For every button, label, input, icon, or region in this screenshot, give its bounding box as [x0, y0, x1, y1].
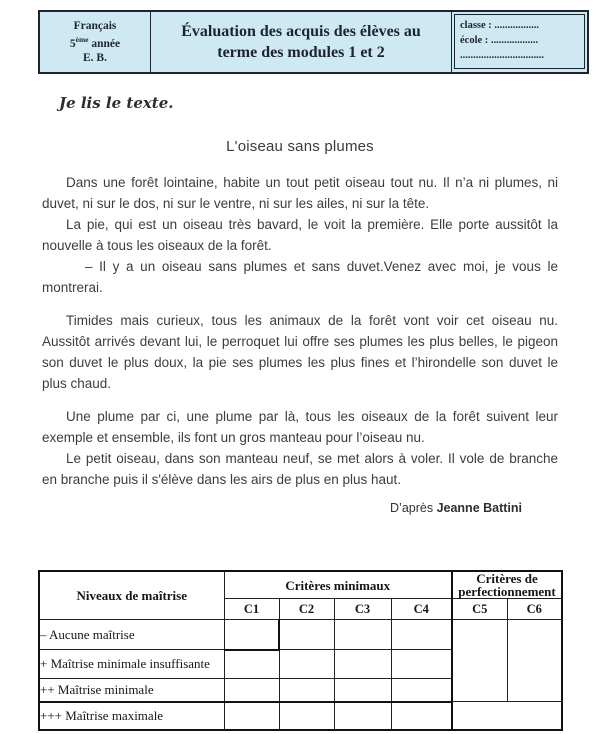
- level-row-label-insufficient: + Maîtrise minimale insuffisante: [39, 650, 224, 679]
- score-cell: [334, 650, 391, 679]
- criterion-c2-header: C2: [279, 599, 334, 620]
- paragraph-3-dialogue: – Il y a un oiseau sans plumes et sans duvet.Venez avec moi, je vous le montrerai.: [42, 259, 558, 295]
- evaluation-title-line1: Évaluation des acquis des élèves au: [181, 23, 421, 40]
- evaluation-title-line2: terme des modules 1 et 2: [217, 44, 385, 61]
- criterion-c1-header: C1: [224, 599, 279, 620]
- attribution-author: Jeanne Battini: [436, 501, 522, 515]
- score-cell: [224, 702, 279, 730]
- score-cell-c5-merged: [452, 620, 507, 702]
- evaluation-grid: [38, 570, 563, 731]
- attribution: [42, 498, 558, 519]
- paragraph-2: La pie, qui est un oiseau très bavard, le voit la première. Elle porte aussitôt la nouvelle à tous les oiseaux de la forêt.: [42, 217, 558, 253]
- score-cell: [334, 702, 391, 730]
- score-cell-c6-merged: [507, 620, 562, 702]
- criterion-c4-header: C4: [391, 599, 452, 620]
- attribution-prefix: D’après: [390, 501, 437, 515]
- levels-column-header: Niveaux de maîtrise: [39, 571, 224, 620]
- score-cell: [334, 679, 391, 702]
- score-cell: [334, 620, 391, 650]
- paragraph-6: Le petit oiseau, dans son manteau neuf, se met alors à voler. Il vole de branche en branche puis il s'élève dans les airs de plus en plus haut.: [42, 451, 558, 487]
- improvement-criteria-group-header: Critères de perfectionnement: [452, 571, 562, 599]
- header-id-cell: [452, 12, 587, 72]
- level-row-label-none: – Aucune maîtrise: [39, 620, 224, 650]
- level-row-label-maximal: +++ Maîtrise maximale: [39, 702, 224, 730]
- paragraph-5: Une plume par ci, une plume par là, tous les oiseaux de la forêt suivent leur exemple et ensemble, ils font un gros manteau pour l’oiseau nu.: [42, 409, 558, 445]
- instruction-text: Je lis le texte.: [59, 94, 174, 112]
- dotted-line: ................................: [460, 50, 544, 61]
- grade-label: 5ème année: [69, 35, 121, 50]
- score-cell: [279, 702, 334, 730]
- header-subject-cell: [40, 12, 151, 72]
- grade-superscript: ème: [75, 35, 89, 45]
- subject-label: Français: [73, 20, 117, 33]
- header-title-cell: [151, 12, 452, 72]
- score-cell: [279, 620, 334, 650]
- passage-title: L'oiseau sans plumes: [226, 138, 374, 155]
- classe-field: classe : .................: [460, 20, 540, 31]
- score-cell: [391, 650, 452, 679]
- level-label: E. B.: [83, 51, 107, 64]
- header-banner: [38, 10, 589, 74]
- criterion-c3-header: C3: [334, 599, 391, 620]
- score-cell: [224, 620, 279, 650]
- criterion-c6-header: C6: [507, 599, 562, 620]
- score-cell: [391, 620, 452, 650]
- level-row-label-minimal: ++ Maîtrise minimale: [39, 679, 224, 702]
- minimal-criteria-group-header: Critères minimaux: [224, 571, 452, 599]
- score-cell: [391, 679, 452, 702]
- score-cell: [279, 679, 334, 702]
- passage-body: [42, 172, 558, 519]
- score-cell-c5-c6-merged: [452, 702, 562, 730]
- paragraph-4: Timides mais curieux, tous les animaux de la forêt vont voir cet oiseau nu. Aussitôt arrivés devant lui, le perroquet lui offre ses plumes les plus belles, le pigeon son duvet le plus doux, la pie ses plumes les plus fines et l’hirondelle son duvet le plus chaud.: [42, 313, 558, 391]
- score-cell: [224, 650, 279, 679]
- paragraph-1: Dans une forêt lointaine, habite un tout petit oiseau tout nu. Il n’a ni plumes, ni duvet, ni sur le dos, ni sur le ventre, ni sur les ailes, ni sur la tête.: [42, 175, 558, 211]
- ecole-field: école : ..................: [460, 35, 539, 46]
- criterion-c5-header: C5: [452, 599, 507, 620]
- score-cell: [279, 650, 334, 679]
- score-cell: [391, 702, 452, 730]
- score-cell: [224, 679, 279, 702]
- student-info-box: [454, 14, 585, 69]
